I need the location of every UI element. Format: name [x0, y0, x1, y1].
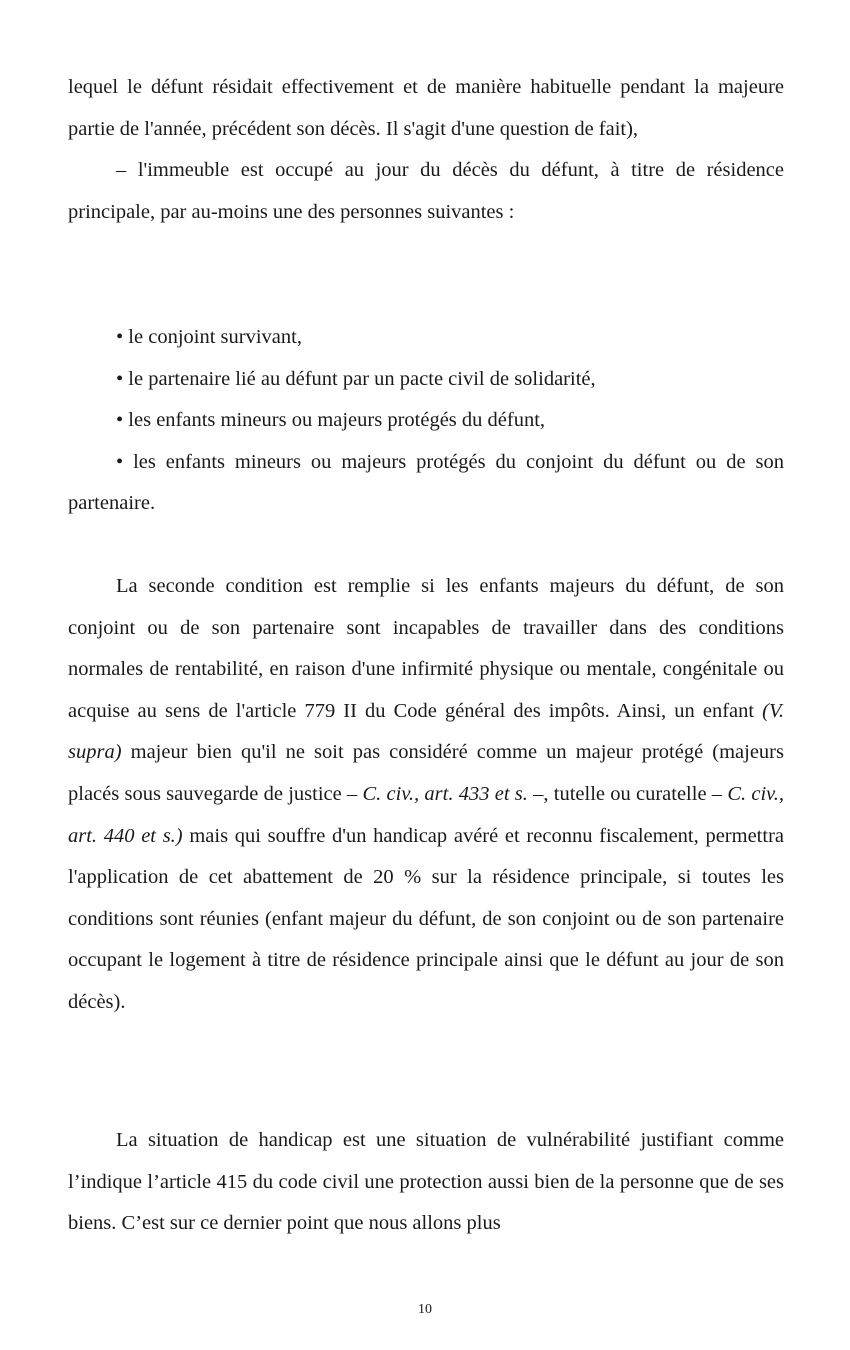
text-segment: majeur bien qu'il ne soit pas considéré comme un majeur protégé (majeurs placés sous sauvegarde de justice –: [68, 741, 784, 805]
bullet-list-occupants: [68, 317, 784, 525]
paragraph-residence-definition: lequel le défunt résidait effectivement et de manière habituelle pendant la majeure partie de l'année, précédent son décès. Il s'agit d'une question de fait),: [68, 76, 784, 140]
page-number: 10: [418, 1302, 432, 1317]
bullet-block: [68, 317, 784, 525]
reference-civil-code-433: C. civ., art. 433 et s.: [362, 782, 528, 805]
paragraph-occupancy-condition: – l'immeuble est occupé au jour du décès du défunt, à titre de résidence principale, par au-moins une des personnes suivantes :: [68, 159, 784, 223]
reference-civil-code-440: C. civ., art. 440 et s.): [68, 782, 784, 847]
list-item: • le partenaire lié au défunt par un pacte civil de solidarité,: [116, 367, 596, 390]
body-text: [68, 67, 784, 233]
text-segment: mais qui souffre d'un handicap avéré et reconnu fiscalement, permettra l'application de cet abattement de 20 % sur la résidence principale, si toutes les conditions sont réunies (enfant majeur du défunt, de son conjoint ou de son partenaire occupant le logement à titre de résidence principale ainsi que le défunt au jour de son décès).: [68, 824, 784, 1013]
paragraph-handicap-situation: La situation de handicap est une situation de vulnérabilité justifiant comme l’indique l’article 415 du code civil une protection aussi bien de la personne que de ses biens. C’est sur ce dernier point que nous allons plus: [68, 1129, 784, 1235]
text-segment: –, tutelle ou curatelle –: [527, 782, 728, 805]
list-item: • les enfants mineurs ou majeurs protégés du conjoint du défunt ou de son partenaire.: [68, 450, 784, 515]
list-item: • les enfants mineurs ou majeurs protégés du défunt,: [116, 409, 546, 432]
list-item: • le conjoint survivant,: [116, 326, 302, 348]
second-condition-block: [68, 566, 784, 1024]
reference-supra: (V. supra): [68, 699, 784, 764]
paragraph-second-condition: [68, 566, 784, 1024]
text-segment: La seconde condition est remplie si les enfants majeurs du défunt, de son conjoint ou de son partenaire sont incapables de travailler dans des conditions normales de rentabilité, en raison d'une infirmité physique ou mentale, congénitale ou acquise au sens de l'article 779 II du Code général des impôts. Ainsi, un enfant: [68, 575, 784, 722]
handicap-block: [68, 1120, 784, 1245]
